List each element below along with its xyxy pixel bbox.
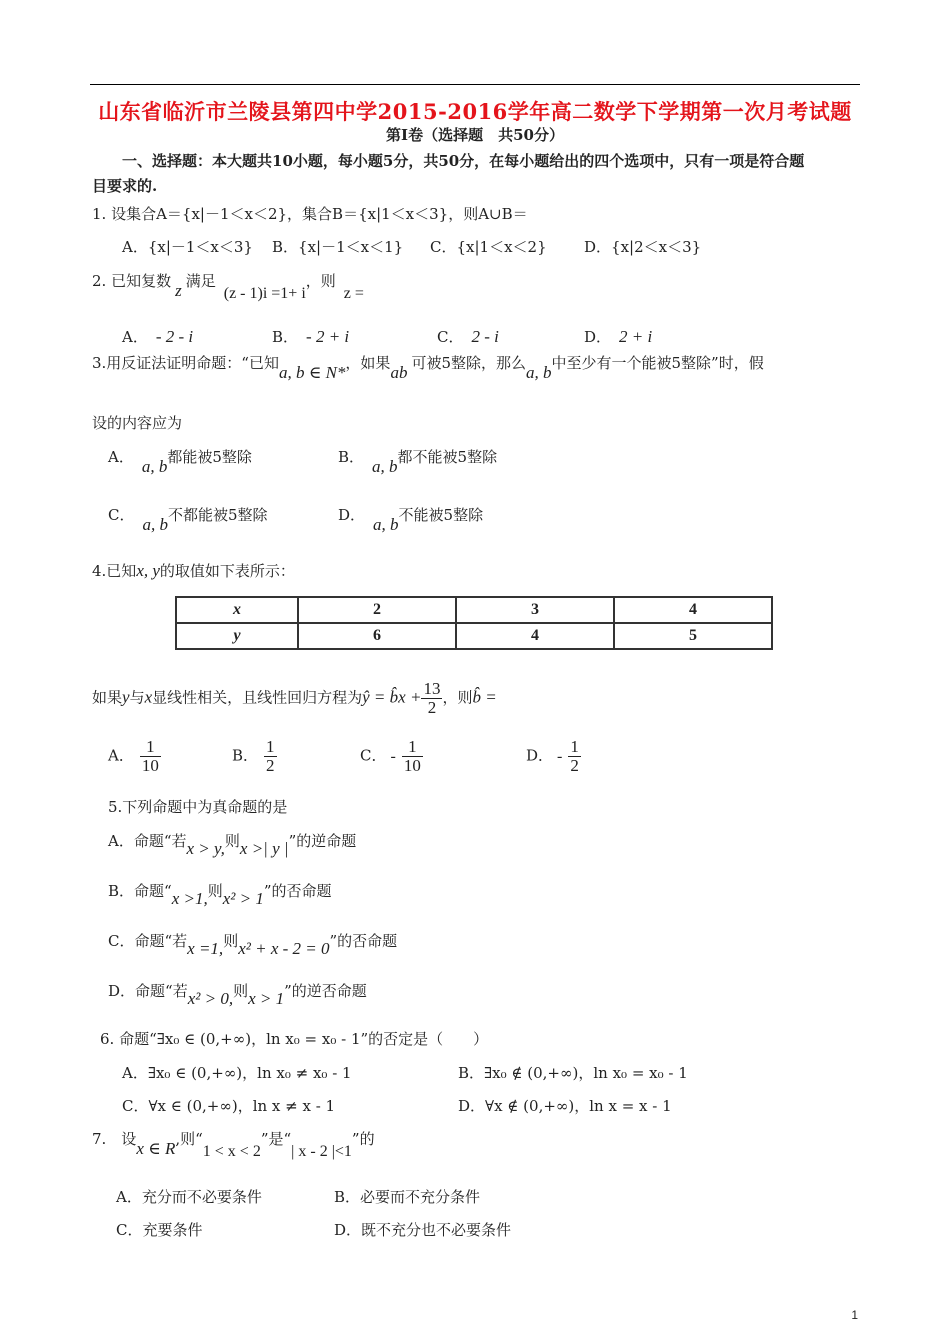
fraction-denominator: 10 xyxy=(403,756,421,775)
q4-part1: 4.已知 xyxy=(92,562,137,580)
fraction-numerator: 1 xyxy=(266,737,275,756)
question-2-stem xyxy=(92,270,364,302)
q7-part3: ”是“ xyxy=(260,1130,292,1148)
q3-math1: a, b ∈ N* xyxy=(278,363,346,382)
option-label: B． xyxy=(272,328,299,346)
q4-math1: x, y xyxy=(136,561,160,580)
question-3-option-d xyxy=(338,504,484,534)
question-7-stem xyxy=(92,1128,375,1160)
option-label: C． xyxy=(437,328,464,346)
option-math: x >| y | xyxy=(239,839,289,858)
q4-and: 与 xyxy=(129,688,145,707)
q3-math3: a, b xyxy=(525,363,552,382)
option-sign: - xyxy=(390,747,396,765)
option-math: a, b xyxy=(373,515,399,534)
option-math: a, b xyxy=(141,457,168,476)
option-text: 都能被5整除 xyxy=(167,448,252,466)
fraction-numerator: 1 xyxy=(402,738,423,757)
fraction-denominator: 2 xyxy=(570,756,579,775)
table-cell: 5 xyxy=(614,623,772,649)
option-text: 则 xyxy=(223,932,239,950)
question-6-option-c: C．∀x ∈ (0,+∞)，ln x ≠ x - 1 xyxy=(122,1097,336,1115)
option-value: 2 - i xyxy=(471,327,499,346)
q2-then: ，则 xyxy=(305,272,336,290)
option-math: x² > 0, xyxy=(187,989,234,1008)
option-text: ”的否命题 xyxy=(263,882,332,900)
option-label: D． xyxy=(338,506,366,524)
q2-z-equals: z = xyxy=(343,285,364,302)
option-label: A． xyxy=(108,746,134,765)
question-1-option-d: D．{x|2＜x＜3} xyxy=(584,238,702,256)
option-label: A． xyxy=(108,448,134,466)
option-label: D． xyxy=(584,328,612,346)
question-2-option-c xyxy=(437,326,499,347)
option-math: x > 1 xyxy=(248,989,285,1008)
question-7-option-b: B．必要而不充分条件 xyxy=(334,1188,481,1206)
question-5-option-b xyxy=(108,880,332,908)
q4-x: x xyxy=(144,687,153,707)
q7-math3: | x - 2 |<1 xyxy=(291,1143,352,1160)
option-fraction xyxy=(402,738,423,775)
fraction-numerator: 1 xyxy=(140,738,161,757)
question-4-option-d xyxy=(526,738,581,775)
option-math: x² > 1 xyxy=(222,889,264,908)
question-6-option-b: B．∃x₀ ∉ (0,+∞)，ln x₀ = x₀ - 1 xyxy=(458,1064,688,1082)
page-number: 1 xyxy=(851,1308,858,1322)
option-math: a, b xyxy=(372,457,398,476)
q7-math1: x ∈ R xyxy=(136,1139,176,1158)
q3-part4: 中至少有一个能被5整除”时，假 xyxy=(551,354,764,372)
option-label: B． xyxy=(338,448,365,466)
page-title: 山东省临沂市兰陵县第四中学2015-2016学年高二数学下学期第一次月考试题 xyxy=(98,99,852,124)
question-4-option-b xyxy=(232,738,277,775)
option-text: 则 xyxy=(207,882,223,900)
option-text: ”的逆命题 xyxy=(288,832,357,850)
q7-math2: 1 < x < 2 xyxy=(202,1143,261,1160)
section-intro-line1: 一、选择题：本大题共10小题，每小题5分，共50分，在每小题给出的四个选项中，只有一项是符合题 xyxy=(122,152,805,170)
option-label: D． xyxy=(526,746,554,765)
fraction-denominator: 2 xyxy=(427,698,437,717)
table-cell: 3 xyxy=(456,597,614,623)
option-text: B．命题“ xyxy=(108,882,172,900)
question-5-option-c xyxy=(108,930,398,958)
question-5-stem: 5.下列命题中为真命题的是 xyxy=(108,798,288,816)
q4-if: 如果 xyxy=(92,688,123,707)
q7-part4: ”的 xyxy=(351,1130,375,1148)
option-fraction xyxy=(264,738,277,775)
option-math: x =1, xyxy=(187,939,224,958)
question-7-option-d: D．既不充分也不必要条件 xyxy=(334,1221,512,1239)
question-7-option-a: A．充分而不必要条件 xyxy=(116,1188,262,1206)
top-rule xyxy=(90,84,860,85)
question-3-line2: 设的内容应为 xyxy=(92,414,183,432)
question-2-option-a xyxy=(122,326,193,347)
q4-bhat: b̂ = xyxy=(472,687,497,707)
question-1-option-c: C．{x|1＜x＜2} xyxy=(430,238,547,256)
table-header-y: y xyxy=(176,623,298,649)
q2-z: z xyxy=(175,281,182,300)
q3-math2: ab xyxy=(390,363,408,382)
table-cell: 4 xyxy=(614,597,772,623)
option-text: ”的逆否命题 xyxy=(284,982,367,1000)
option-sign: - xyxy=(557,747,563,765)
question-6-option-d: D．∀x ∉ (0,+∞)，ln x = x - 1 xyxy=(458,1097,672,1115)
section-subtitle: 第Ⅰ卷（选择题 共50分） xyxy=(386,126,564,144)
table-cell: 4 xyxy=(456,623,614,649)
option-fraction xyxy=(568,738,581,775)
question-5-option-a xyxy=(108,830,357,858)
option-label: C． xyxy=(360,746,387,765)
option-label: C． xyxy=(108,506,135,524)
q7-part2: ,则“ xyxy=(175,1130,203,1148)
option-math: a, b xyxy=(142,515,168,534)
option-text: C．命题“若 xyxy=(108,932,188,950)
fraction-numerator: 1 xyxy=(570,737,579,756)
question-3-option-c xyxy=(108,504,268,534)
option-math: x² + x - 2 = 0 xyxy=(238,939,330,958)
question-3-stem xyxy=(92,352,764,382)
option-text: 则 xyxy=(224,832,240,850)
question-1-option-a: A．{x|－1＜x＜3} xyxy=(122,238,253,256)
table-cell: 2 xyxy=(298,597,456,623)
table-header-x: x xyxy=(176,597,298,623)
option-label: B． xyxy=(232,746,259,765)
option-text: A．命题“若 xyxy=(108,832,187,850)
option-math: x >1, xyxy=(171,889,208,908)
option-text: 不能被5整除 xyxy=(398,506,484,524)
q4-fraction xyxy=(421,680,442,717)
fraction-numerator: 13 xyxy=(423,679,441,698)
option-text: 都不能被5整除 xyxy=(397,448,498,466)
section-intro-line2: 目要求的. xyxy=(92,177,158,195)
question-5-option-d xyxy=(108,980,367,1008)
question-4-option-a xyxy=(108,738,161,775)
option-fraction xyxy=(140,738,161,775)
q3-part1: 3.用反证法证明命题：“已知 xyxy=(92,354,279,372)
q3-part3: 可被5整除，那么 xyxy=(411,354,526,372)
q4-condition-text: 显线性相关，且线性回归方程为 xyxy=(152,688,363,707)
q4-y: y xyxy=(122,687,130,707)
option-text: D．命题“若 xyxy=(108,982,188,1000)
question-4-condition xyxy=(92,680,497,717)
table-row xyxy=(176,623,772,649)
question-2-option-d xyxy=(584,326,652,347)
question-4-option-c xyxy=(360,738,423,775)
question-4-stem xyxy=(92,560,295,581)
xy-values-table xyxy=(175,596,773,650)
question-6-stem: 6. 命题“∃x₀ ∈ (0,+∞)，ln x₀ = x₀ - 1”的否定是（ ） xyxy=(100,1030,489,1048)
option-math: x > y, xyxy=(186,839,225,858)
q2-equation: (z - 1)i =1+ i xyxy=(223,285,306,302)
question-3-option-a xyxy=(108,446,252,476)
q3-part2: ，如果 xyxy=(345,354,391,372)
option-label: A． xyxy=(122,328,148,346)
option-value: - 2 - i xyxy=(155,327,194,346)
question-6-option-a: A．∃x₀ ∈ (0,+∞)，ln x₀ ≠ x₀ - 1 xyxy=(122,1064,352,1082)
q4-regression-eq: ŷ = b̂x + xyxy=(362,687,422,707)
fraction-denominator: 2 xyxy=(266,756,275,775)
q2-prefix: 2. 已知复数 xyxy=(92,272,172,290)
q4-then: ，则 xyxy=(442,688,473,707)
q7-part1: 7. 设 xyxy=(92,1130,137,1148)
question-2-option-b xyxy=(272,326,349,347)
question-1-stem: 1. 设集合A＝{x|－1＜x＜2}，集合B＝{x|1＜x＜3}，则A∪B＝ xyxy=(92,205,528,223)
option-text: ”的否命题 xyxy=(329,932,398,950)
q2-satisfy: 满足 xyxy=(185,272,216,290)
q4-part2: 的取值如下表所示： xyxy=(159,562,295,580)
fraction-denominator: 10 xyxy=(141,756,159,775)
question-1-option-b: B．{x|－1＜x＜1} xyxy=(272,238,404,256)
table-row xyxy=(176,597,772,623)
option-value: 2 + i xyxy=(619,327,653,346)
table-cell: 6 xyxy=(298,623,456,649)
question-3-option-b xyxy=(338,446,498,476)
option-value: - 2 + i xyxy=(306,327,350,346)
option-text: 不都能被5整除 xyxy=(167,506,268,524)
option-text: 则 xyxy=(233,982,249,1000)
question-7-option-c: C．充要条件 xyxy=(116,1221,203,1239)
